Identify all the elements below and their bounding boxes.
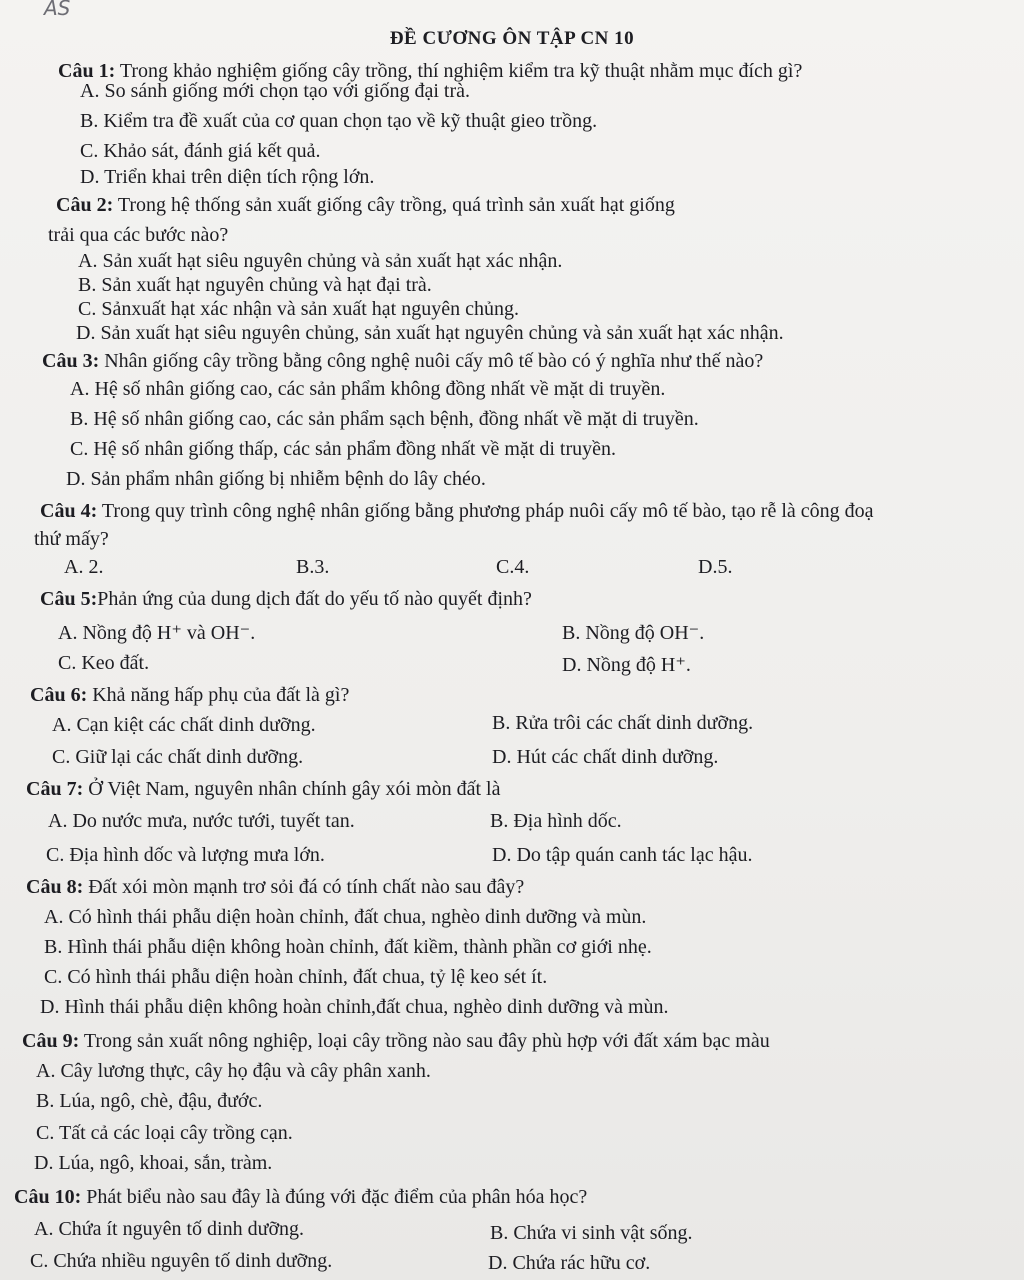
q10-option-a: A. Chứa ít nguyên tố dinh dưỡng. [34,1218,305,1240]
question-2: Câu 2: Trong hệ thống sản xuất giống cây trồng, quá trình sản xuất hạt giống [56,194,675,216]
question-1: Câu 1: Trong khảo nghiệm giống cây trồng, thí nghiệm kiểm tra kỹ thuật nhằm mục đích gì? [58,60,803,82]
question-8: Câu 8: Đất xói mòn mạnh trơ sỏi đá có tính chất nào sau đây? [26,876,525,898]
q9-option-d: D. Lúa, ngô, khoai, sắn, tràm. [34,1152,273,1174]
q3-option-b: B. Hệ số nhân giống cao, các sản phẩm sạch bệnh, đồng nhất về mặt di truyền. [70,408,699,430]
q1-option-a: A. So sánh giống mới chọn tạo với giống đại trà. [80,80,470,102]
q4-option-c: C.4. [496,556,530,578]
question-9: Câu 9: Trong sản xuất nông nghiệp, loại cây trồng nào sau đây phù hợp với đất xám bạc màu [22,1030,770,1052]
question-7: Câu 7: Ở Việt Nam, nguyên nhân chính gây xói mòn đất là [26,778,501,800]
q2-option-a: A. Sản xuất hạt siêu nguyên chủng và sản xuất hạt xác nhận. [78,250,563,272]
page-title: ĐỀ CƯƠNG ÔN TẬP CN 10 [389,28,635,49]
q7-option-c: C. Địa hình dốc và lượng mưa lớn. [46,844,325,866]
q2-option-d: D. Sản xuất hạt siêu nguyên chủng, sản xuất hạt nguyên chủng và sản xuất hạt xác nhận. [76,322,784,344]
question-6: Câu 6: Khả năng hấp phụ của đất là gì? [30,684,350,706]
q9-option-a: A. Cây lương thực, cây họ đậu và cây phân xanh. [36,1060,431,1082]
q10-option-c: C. Chứa nhiều nguyên tố dinh dưỡng. [30,1250,333,1272]
q5-option-b: B. Nồng độ OH⁻. [562,622,705,644]
question-5: Câu 5:Phản ứng của dung dịch đất do yếu tố nào quyết định? [40,588,532,610]
q6-option-d: D. Hút các chất dinh dưỡng. [492,746,719,768]
q5-option-a: A. Nồng độ H⁺ và OH⁻. [58,622,256,644]
q2-option-c: C. Sảnxuất hạt xác nhận và sản xuất hạt nguyên chủng. [78,298,519,320]
q7-option-d: D. Do tập quán canh tác lạc hậu. [492,844,753,866]
question-2-continuation: trải qua các bước nào? [48,224,229,246]
q8-option-c: C. Có hình thái phẫu diện hoàn chỉnh, đất chua, tỷ lệ keo sét ít. [44,966,548,988]
q10-option-b: B. Chứa vi sinh vật sống. [490,1222,693,1244]
q9-option-b: B. Lúa, ngô, chè, đậu, đước. [36,1090,263,1112]
q6-option-b: B. Rửa trôi các chất dinh dưỡng. [492,712,754,734]
q6-option-c: C. Giữ lại các chất dinh dưỡng. [52,746,304,768]
q4-option-d: D.5. [698,556,733,578]
q3-option-d: D. Sản phẩm nhân giống bị nhiễm bệnh do lây chéo. [66,468,486,490]
q8-option-d: D. Hình thái phẫu diện không hoàn chỉnh,đất chua, nghèo dinh dưỡng và mùn. [40,996,669,1018]
q4-option-a: A. 2. [64,556,104,578]
q1-option-c: C. Khảo sát, đánh giá kết quả. [80,140,321,162]
q7-option-b: B. Địa hình dốc. [490,810,622,832]
q6-option-a: A. Cạn kiệt các chất dinh dưỡng. [52,714,316,736]
q1-option-b: B. Kiểm tra đề xuất của cơ quan chọn tạo về kỹ thuật gieo trồng. [80,110,598,132]
q9-option-c: C. Tất cả các loại cây trồng cạn. [36,1122,293,1144]
q3-option-a: A. Hệ số nhân giống cao, các sản phẩm không đồng nhất về mặt di truyền. [70,378,666,400]
q3-option-c: C. Hệ số nhân giống thấp, các sản phẩm đồng nhất về mặt di truyền. [70,438,616,460]
q8-option-b: B. Hình thái phẫu diện không hoàn chỉnh, đất kiềm, thành phần cơ giới nhẹ. [44,936,652,958]
q8-option-a: A. Có hình thái phẫu diện hoàn chỉnh, đất chua, nghèo dinh dưỡng và mùn. [44,906,647,928]
q5-option-c: C. Keo đất. [58,652,150,674]
q7-option-a: A. Do nước mưa, nước tưới, tuyết tan. [48,810,355,832]
q5-option-d: D. Nồng độ H⁺. [562,654,691,676]
q10-option-d: D. Chứa rác hữu cơ. [488,1252,651,1274]
question-3: Câu 3: Nhân giống cây trồng bằng công nghệ nuôi cấy mô tế bào có ý nghĩa như thế nào? [42,350,764,372]
question-10: Câu 10: Phát biểu nào sau đây là đúng với đặc điểm của phân hóa học? [14,1186,588,1208]
q2-option-b: B. Sản xuất hạt nguyên chủng và hạt đại trà. [78,274,432,296]
handwritten-mark: AS [44,0,71,20]
question-4-continuation: thứ mấy? [34,528,109,550]
question-4: Câu 4: Trong quy trình công nghệ nhân giống bằng phương pháp nuôi cấy mô tế bào, tạo rễ là công đoạ [40,500,874,522]
q4-option-b: B.3. [296,556,330,578]
q1-option-d: D. Triển khai trên diện tích rộng lớn. [80,166,375,188]
